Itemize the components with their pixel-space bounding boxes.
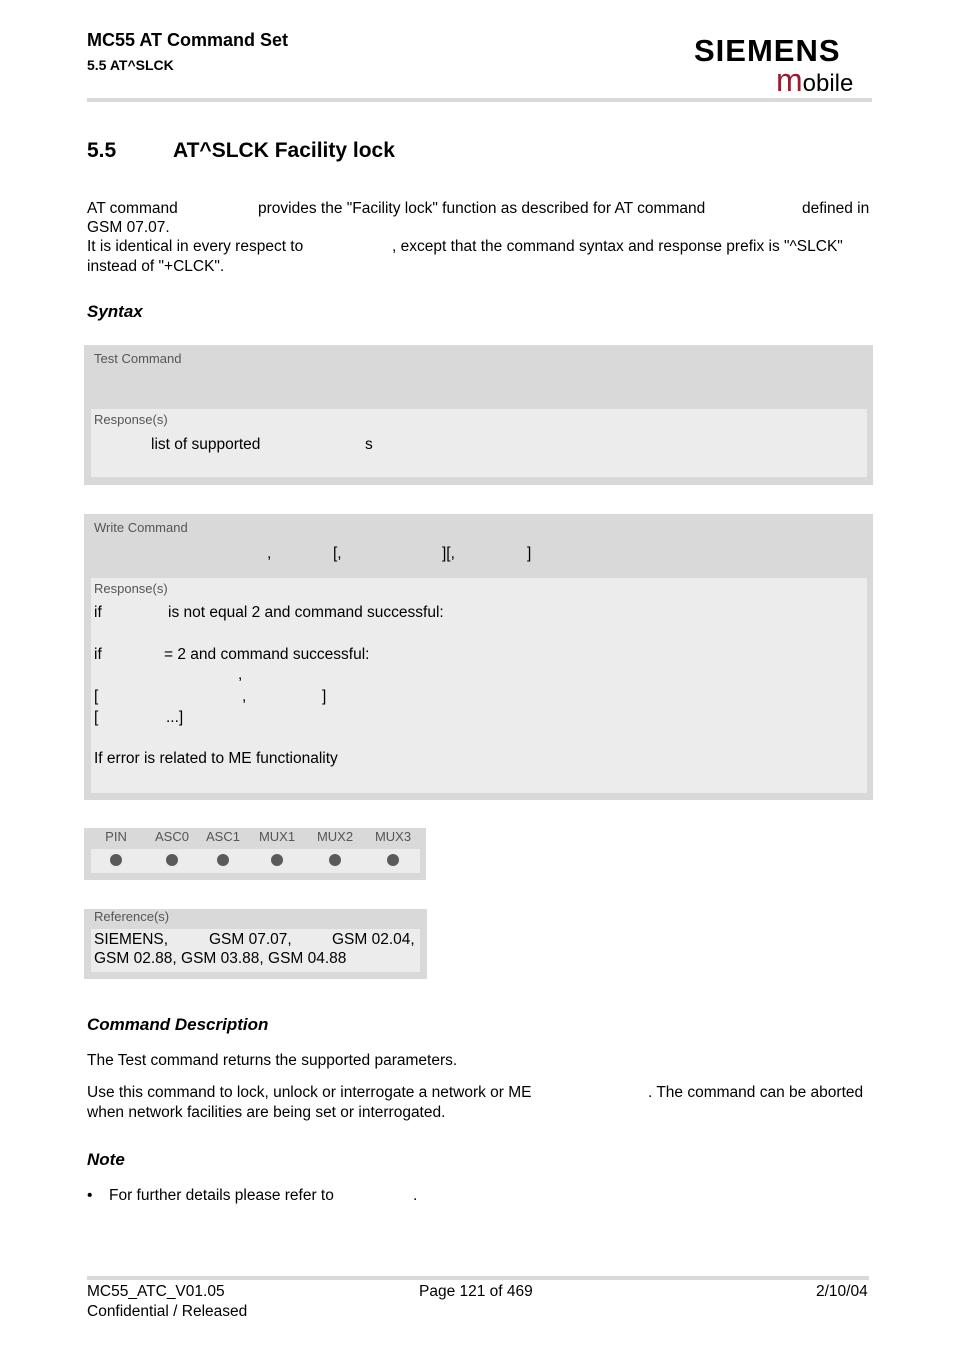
reference-line-2: GSM 02.88, GSM 03.88, GSM 04.88 [94, 950, 347, 967]
command-description-heading: Command Description [87, 1015, 269, 1034]
write-response-5a: [ [94, 709, 99, 726]
write-syntax-sep-1: , [267, 545, 272, 562]
mobile-logo-rest: obile [802, 70, 854, 97]
write-command-label: Write Command [94, 520, 188, 535]
interface-label-mux1: MUX1 [258, 829, 296, 844]
reference-item: GSM 07.07, [209, 931, 292, 948]
section-title [87, 139, 395, 163]
command-description-p1: The Test command returns the supported parameters. [87, 1052, 458, 1069]
intro-line-1a: AT command [87, 200, 178, 217]
intro-line-3a: It is identical in every respect to [87, 238, 304, 255]
siemens-logo: SIEMENS [694, 33, 841, 68]
note-heading: Note [87, 1150, 125, 1169]
write-syntax-sep-4: ] [527, 545, 532, 562]
write-response-2a: if [94, 646, 102, 663]
write-syntax-sep-2: [, [333, 545, 342, 562]
note-item-text: For further details please refer to [109, 1187, 334, 1204]
intro-line-2: GSM 07.07. [87, 219, 170, 236]
interface-supported-dot-pin [110, 854, 122, 866]
footer-date: 2/10/04 [816, 1283, 868, 1300]
write-syntax-sep-3: ][, [442, 545, 455, 562]
write-response-6: If error is related to ME functionality [94, 750, 338, 767]
footer-rule [87, 1276, 869, 1280]
footer-page: Page 121 of 469 [419, 1283, 533, 1300]
syntax-heading: Syntax [87, 302, 143, 321]
section-number: 5.5 [87, 139, 117, 162]
interface-label-asc1: ASC1 [206, 829, 240, 844]
note-bullet: • [87, 1187, 93, 1204]
command-description-p2a: Use this command to lock, unlock or interrogate a network or ME [87, 1084, 532, 1101]
write-response-5b: ...] [166, 709, 184, 726]
header-rule [87, 98, 872, 102]
note-item-end: . [413, 1187, 418, 1204]
interface-label-mux2: MUX2 [316, 829, 354, 844]
interface-supported-dot-mux3 [387, 854, 399, 866]
test-response-label: Response(s) [94, 412, 168, 427]
write-response-2b: = 2 and command successful: [164, 646, 370, 663]
mobile-logo-m: m [776, 62, 803, 98]
references-label: Reference(s) [94, 909, 170, 924]
write-response-4a: [ [94, 688, 99, 705]
write-response-label: Response(s) [94, 581, 168, 596]
write-response-4c: ] [322, 688, 327, 705]
command-description-p2c: when network facilities are being set or interrogated. [87, 1104, 446, 1121]
document-title: MC55 AT Command Set [87, 30, 289, 50]
interfaces-row [91, 849, 420, 873]
footer-doc-id: MC55_ATC_V01.05 [87, 1283, 225, 1300]
footer-status: Confidential / Released [87, 1303, 248, 1320]
interface-supported-dot-mux2 [329, 854, 341, 866]
test-command-label: Test Command [94, 351, 182, 366]
interface-label-mux3: MUX3 [374, 829, 412, 844]
test-response-suffix: s [365, 436, 373, 453]
command-description-p2b: . The command can be aborted [648, 1084, 864, 1101]
write-response-3: , [238, 666, 243, 683]
write-response-1a: if [94, 604, 102, 621]
mobile-logo [776, 62, 853, 99]
interface-supported-dot-asc0 [166, 854, 178, 866]
interface-label-asc0: ASC0 [155, 829, 189, 844]
write-response-1b: is not equal 2 and command successful: [168, 604, 444, 621]
intro-line-3b: , except that the command syntax and response prefix is "^SLCK" [392, 238, 843, 255]
interface-supported-dot-mux1 [271, 854, 283, 866]
interface-supported-dot-asc1 [217, 854, 229, 866]
reference-item: SIEMENS, [94, 931, 169, 948]
section-name: AT^SLCK Facility lock [173, 139, 395, 162]
intro-line-1c: defined in [802, 200, 870, 217]
intro-line-4: instead of "+CLCK". [87, 258, 225, 275]
test-response-text: list of supported [151, 436, 261, 453]
write-response-4b: , [242, 688, 247, 705]
interface-label-pin: PIN [105, 829, 127, 844]
section-reference: 5.5 AT^SLCK [87, 57, 174, 73]
intro-line-1b: provides the "Facility lock" function as described for AT command [258, 200, 706, 217]
reference-item: GSM 02.04, [332, 931, 415, 948]
